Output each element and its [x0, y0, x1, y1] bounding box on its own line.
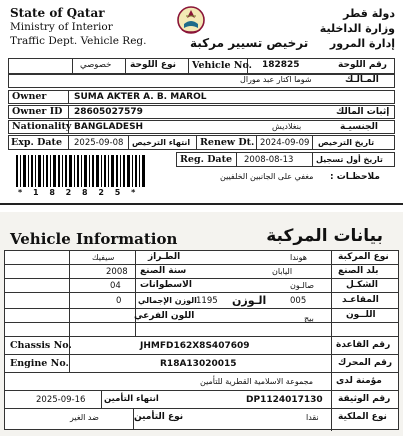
insurer-value: مجموعة الاسلامية القطرية للتأمين	[200, 377, 314, 386]
renew-date-label-ar: تاريخ الترخيص	[318, 138, 375, 147]
qatar-emblem-icon	[176, 4, 206, 36]
notes-label: ملاحظـات :	[330, 172, 380, 182]
insurance-expiry-label: انتهاء التأمين	[104, 394, 159, 404]
header-ar-title: ترخيص تسيير مركبة	[190, 36, 309, 50]
seats-label: المقاعـد	[342, 295, 379, 305]
color-label: اللــون	[346, 310, 376, 320]
vehicle-no-label: Vehicle No.	[192, 60, 252, 71]
nationality-value: BANGLADESH	[74, 122, 144, 132]
plate-type-label: نوع اللوحة	[130, 60, 177, 70]
header-ar-state: دولة قطر	[343, 7, 395, 20]
weight-label: الـوزن	[232, 294, 267, 307]
ownership-value: نقدا	[306, 413, 319, 422]
header-ar-ministry: وزارة الداخلية	[319, 22, 395, 35]
chassis-label-ar: رقم القاعدة	[336, 340, 391, 350]
reg-date-value: 2008-08-13	[244, 155, 294, 165]
insurer-label: مؤمنة لدى	[336, 376, 382, 386]
header-ar-dept: إدارة المرور	[329, 37, 395, 50]
owner-label-ar: المـالـك	[345, 75, 379, 85]
header-ministry: Ministry of Interior	[10, 21, 113, 33]
total-weight-label: الوزن الإجمالي	[138, 296, 197, 305]
shape-label: الشكـل	[346, 280, 378, 290]
engine-label: Engine No.	[10, 358, 69, 369]
vehicle-no-value: 182825	[262, 60, 300, 70]
cylinders-label: الاسطوانات	[140, 280, 192, 290]
shape-value: صالـون	[290, 281, 315, 290]
seats-value: 005	[290, 296, 307, 306]
owner-label: Owner	[12, 91, 47, 102]
sub-color-label: اللون الفرعي	[134, 311, 195, 321]
insurance-type-value: ضد الغير	[70, 413, 99, 422]
header-state: State of Qatar	[10, 6, 105, 20]
model-value: سيفيك	[92, 253, 115, 262]
renew-date-value: 2024-09-09	[260, 138, 310, 148]
registration-card	[0, 0, 403, 205]
year-value: 2008	[106, 267, 128, 277]
barcode-icon	[14, 153, 149, 189]
exp-date-label-ar: انتهاء الترخيص	[132, 138, 191, 147]
barcode-number: * 1 8 2 8 2 5 *	[18, 188, 140, 197]
owner-id-value: 28605027579	[74, 107, 143, 117]
make-label: نوع المركبة	[338, 252, 389, 262]
header-dept: Traffic Dept. Vehicle Reg.	[10, 35, 147, 47]
country-value: اليابان	[272, 267, 293, 276]
chassis-value: JHMFD162X8S407609	[140, 341, 250, 351]
engine-label-ar: رقم المحرك	[338, 358, 393, 368]
owner-id-label: Owner ID	[12, 106, 63, 117]
color-value: بيج	[304, 314, 314, 323]
exp-date-value: 2025-09-08	[74, 138, 124, 148]
policy-label: رقم الوثيقة	[338, 394, 391, 404]
engine-value: R18A13020015	[160, 359, 237, 369]
reg-date-label: Reg. Date	[180, 154, 233, 165]
plate-no-label: رقم اللوحة	[338, 60, 387, 70]
chassis-label: Chassis No.	[10, 340, 72, 351]
header-english	[10, 6, 147, 48]
owner-name-ar: شوما اكتار عبد مورال	[240, 75, 312, 84]
vehicle-info-title-ar: بيانات المركبة	[266, 226, 383, 246]
ownership-label: نوع الملكية	[338, 412, 387, 422]
weight-value: 1195	[196, 296, 218, 306]
renew-date-label: Renew Dt.	[200, 137, 255, 148]
make-value: هوندا	[290, 253, 307, 262]
vehicle-info-card	[0, 212, 403, 436]
nationality-value-ar: بنغلاديش	[272, 122, 302, 131]
owner-value: SUMA AKTER A. B. MAROL	[74, 92, 207, 102]
model-label: الطـراز	[148, 252, 181, 262]
nationality-label-ar: الجنسيـة	[340, 122, 378, 132]
year-label: سنة الصنع	[140, 266, 187, 276]
exp-date-label: Exp. Date	[11, 137, 62, 148]
header-arabic	[320, 6, 395, 51]
total-weight-value: 0	[116, 296, 122, 306]
insurance-type-label: نوع التأمين	[134, 412, 184, 422]
vehicle-info-title: Vehicle Information	[10, 230, 178, 248]
owner-id-label-ar: إثبات المالك	[336, 107, 390, 117]
country-label: بلد الصنع	[338, 266, 379, 276]
insurance-expiry-value: 2025-09-16	[36, 395, 86, 405]
cylinders-value: 04	[110, 281, 121, 291]
notes-value: مغفي على الجانبين الخلفيين	[220, 172, 314, 181]
reg-date-label-ar: تاريخ أول تسجيل	[316, 155, 383, 164]
policy-value: DP1124017130	[246, 395, 323, 405]
plate-type-value: خصوصي	[80, 60, 112, 70]
nationality-label: Nationality	[12, 121, 72, 132]
